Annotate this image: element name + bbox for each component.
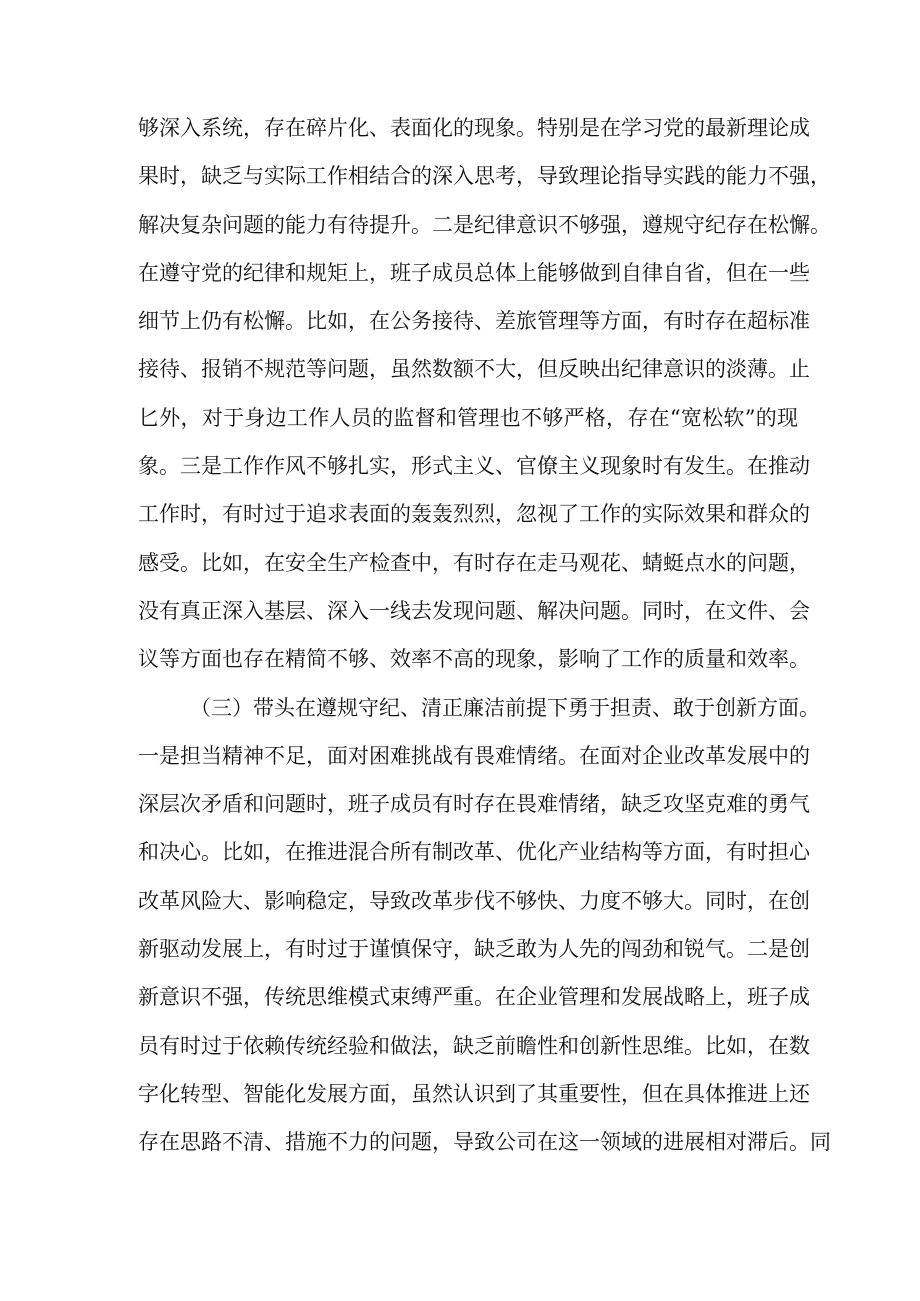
text-line: 解决复杂问题的能力有待提升。二是纪律意识不够强，遵规守纪存在松懈。 (138, 212, 831, 237)
text-line: 字化转型、智能化发展方面，虽然认识到了其重要性，但在具体推进上还 (138, 1081, 810, 1106)
text-line: 没有真正深入基层、深入一线去发现问题、解决问题。同时，在文件、会 (138, 598, 810, 623)
text-line: 象。三是工作作风不够扎实，形式主义、官僚主义现象时有发生。在推动 (138, 454, 810, 479)
text-line: 议等方面也存在精简不够、效率不高的现象，影响了工作的质量和效率。 (138, 647, 810, 672)
text-line: 新意识不强，传统思维模式束缚严重。在企业管理和发展战略上，班子成 (138, 985, 810, 1010)
text-line: 新驱动发展上，有时过于谨慎保守，缺乏敢为人先的闯劲和锐气。二是创 (138, 937, 810, 962)
text-line: 匕外，对于身边工作人员的监督和管理也不够严格，存在“宽松软”的现 (138, 405, 798, 430)
text-line: 果时，缺乏与实际工作相结合的深入思考，导致理论指导实践的能力不强， (138, 164, 831, 189)
text-line: 工作时，有时过于追求表面的轰轰烈烈，忽视了工作的实际效果和群众的 (138, 502, 810, 527)
text-line: 深层次矛盾和问题时，班子成员有时存在畏难情绪，缺乏攻坚克难的勇气 (138, 792, 810, 817)
text-line: 改革风险大、影响稳定，导致改革步伐不够快、力度不够大。同时，在创 (138, 888, 810, 913)
text-line: 细节上仍有松懈。比如，在公务接待、差旅管理等方面，有时存在超标准 (138, 309, 810, 334)
text-line: 接待、报销不规范等问题，虽然数额不大，但反映出纪律意识的淡薄。止 (138, 357, 810, 382)
text-line: 够深入系统，存在碎片化、表面化的现象。特别是在学习党的最新理论成 (138, 116, 810, 140)
text-line: 在遵守党的纪律和规矩上，班子成员总体上能够做到自律自省，但在一些 (138, 260, 810, 285)
section-heading: （三）带头在遵规守纪、清正廉洁前提下勇于担责、敢于创新方面。 (190, 695, 820, 720)
text-line: 一是担当精神不足，面对困难挑战有畏难情绪。在面对企业改革发展中的 (138, 743, 810, 768)
text-line: 感受。比如，在安全生产检查中，有时存在走马观花、蜻蜓点水的问题， (138, 550, 810, 575)
text-line: 存在思路不清、措施不力的问题，导致公司在这一领域的进展相对滞后。同 (138, 1130, 831, 1155)
text-line: 和决心。比如，在推进混合所有制改革、优化产业结构等方面，有时担心 (138, 840, 810, 865)
text-line: 员有时过于依赖传统经验和做法，缺乏前瞻性和创新性思维。比如，在数 (138, 1033, 810, 1058)
body-text (138, 104, 831, 1167)
